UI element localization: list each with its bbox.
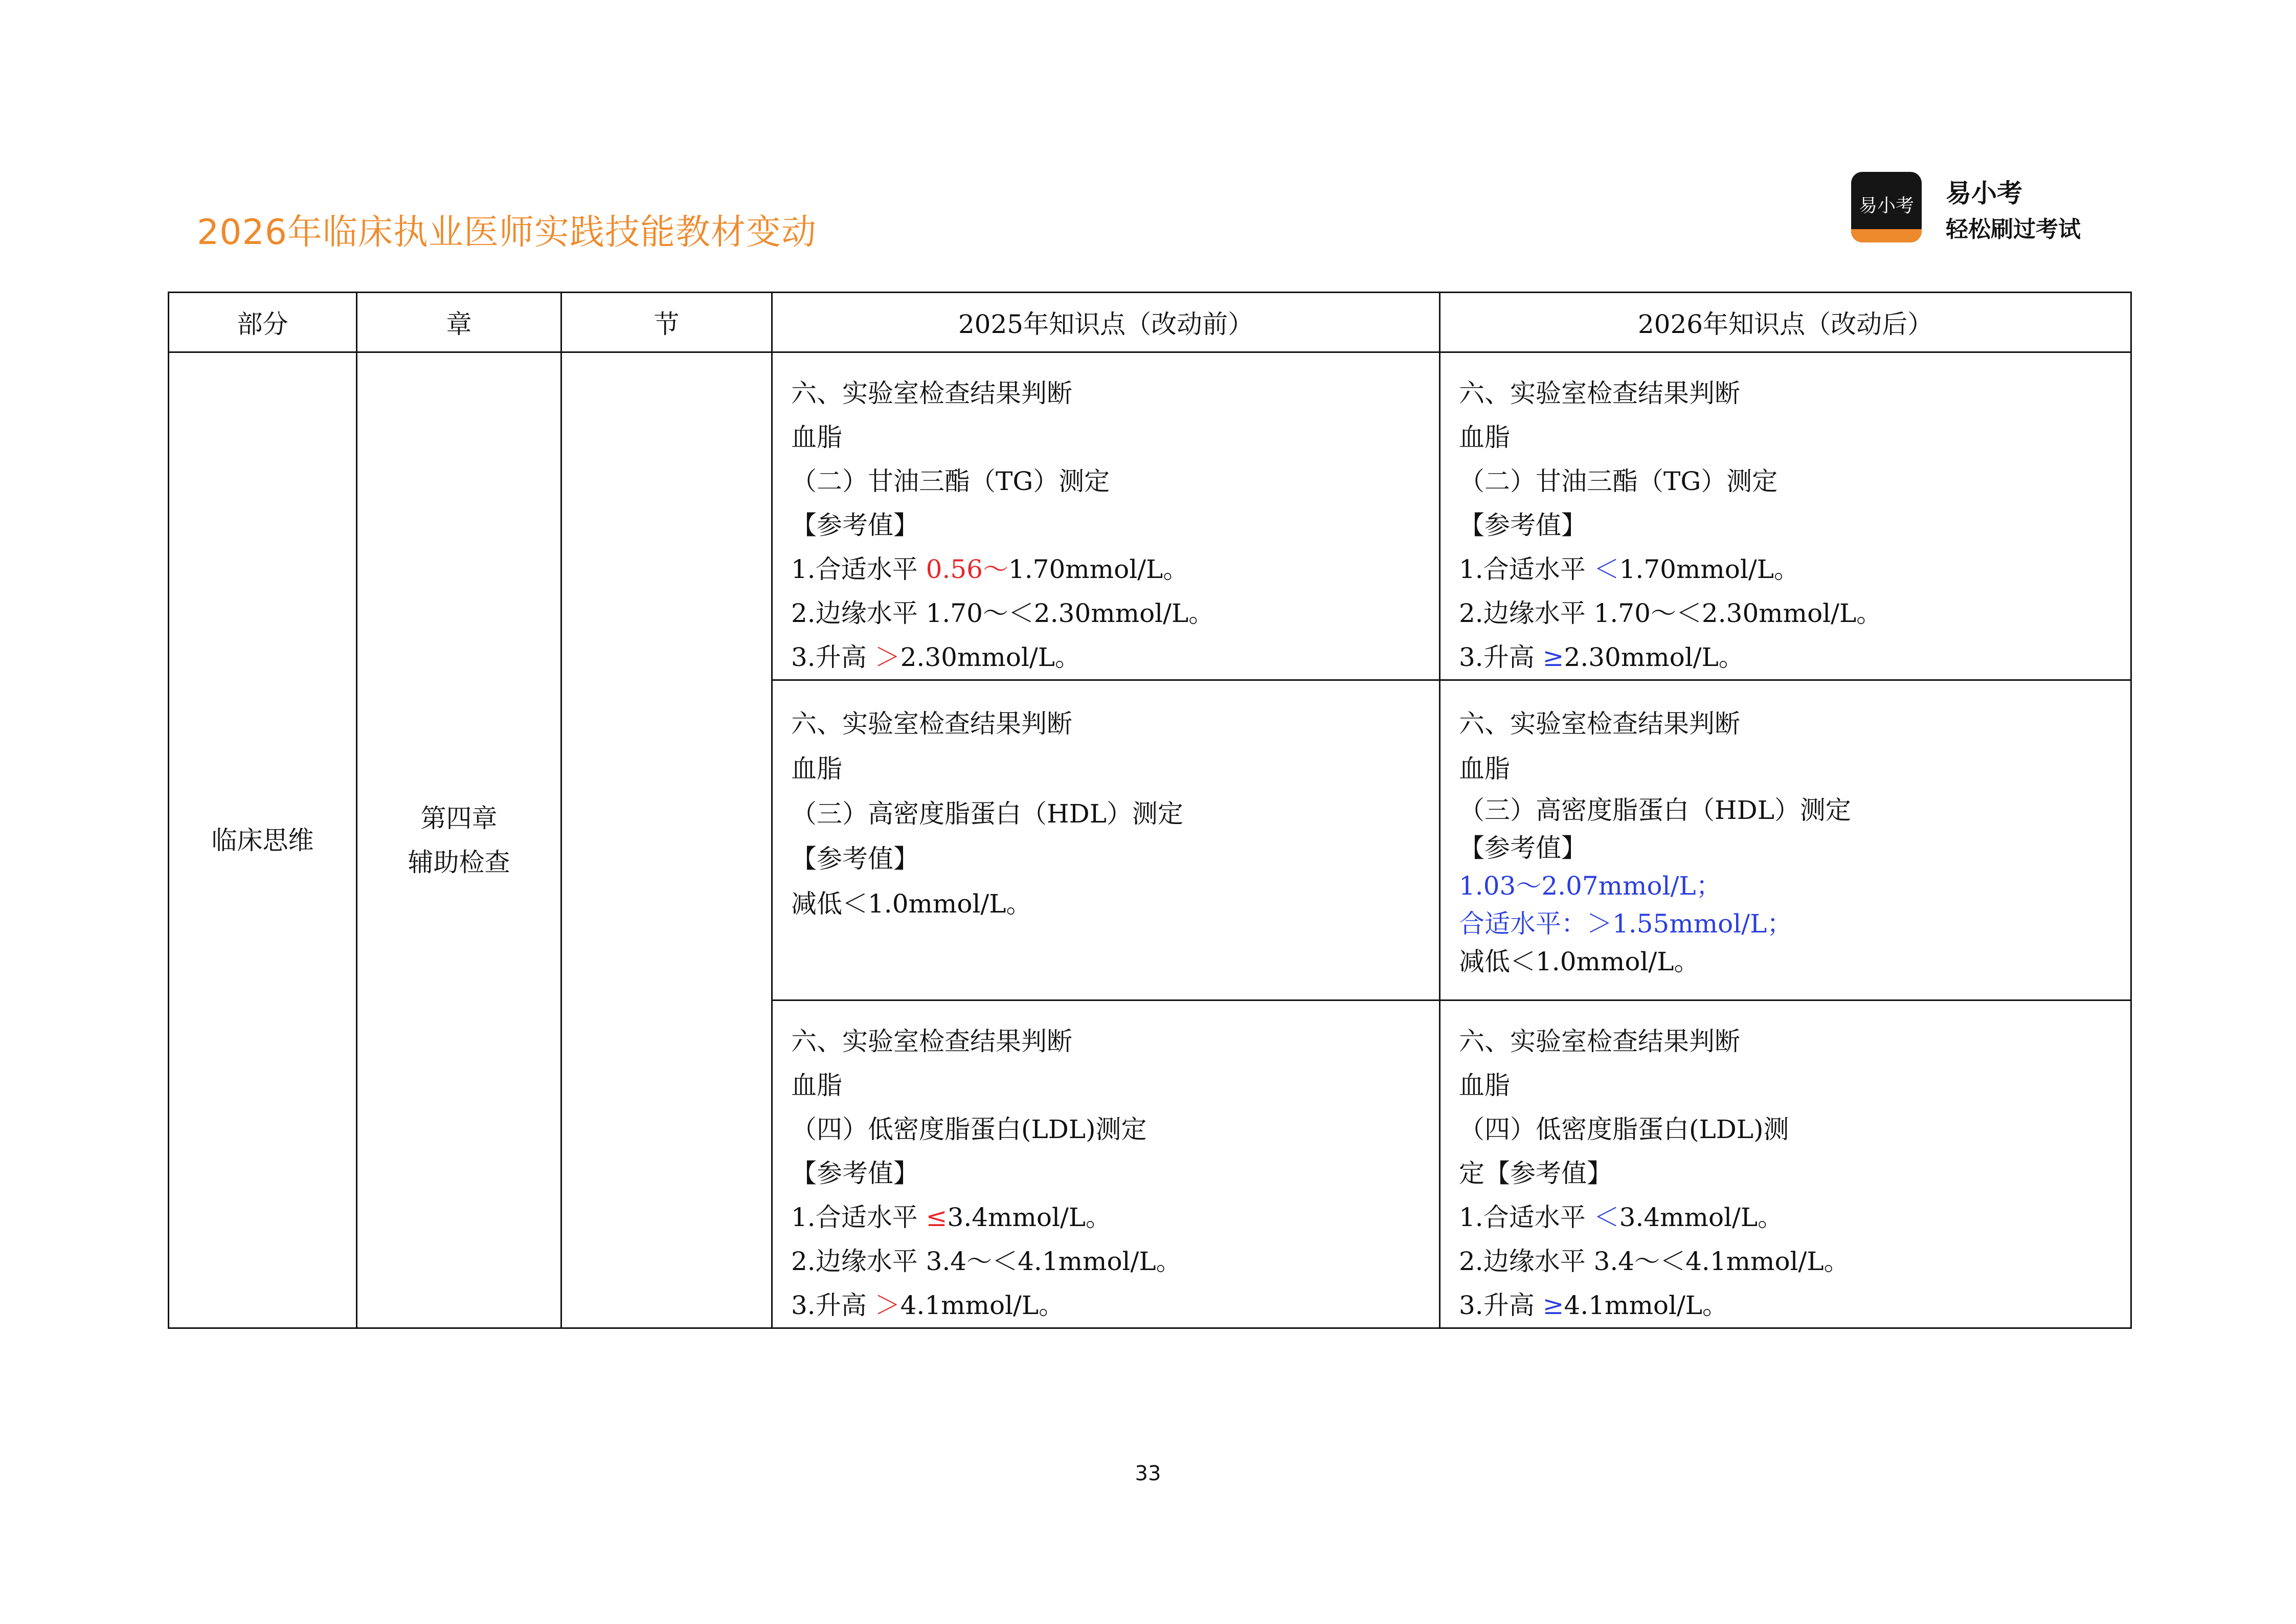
test-name-line: （三）高密度脂蛋白（HDL）测定 (791, 799, 1183, 829)
added-range-line: 1.03～2.07mmol/L； (1459, 871, 1722, 901)
reference-label: 【参考值】 (1459, 510, 1587, 540)
page-number: 33 (1135, 1462, 1161, 1485)
heading-line: 六、实验室检查结果判断 (1459, 1027, 1740, 1056)
category-line: 血脂 (1459, 1071, 1510, 1100)
tg-before-cell (772, 352, 1440, 680)
added-text: ＜ (1593, 554, 1619, 584)
heading-line: 六、实验室检查结果判断 (791, 379, 1072, 408)
header-chapter: 章 (357, 293, 561, 352)
table-row (169, 352, 2131, 680)
category-line: 血脂 (1459, 754, 1510, 784)
header-section: 节 (561, 293, 772, 352)
borderline-level-line: 2.边缘水平 1.70～＜2.30mmol/L。 (791, 598, 1214, 628)
hdl-before-cell (772, 680, 1440, 1000)
chapter-cell (357, 352, 561, 1328)
optimal-level-line (791, 1195, 1421, 1239)
high-level-line (791, 1283, 1421, 1327)
line-suffix: 4.1mmol/L。 (1564, 1291, 1728, 1320)
line-suffix: 3.4mmol/L。 (1619, 1203, 1784, 1232)
brand-logo (1851, 172, 1922, 242)
heading-line: 六、实验室检查结果判断 (1459, 709, 1740, 739)
reference-label: 【参考值】 (1459, 833, 1587, 863)
test-name-line: （四）低密度脂蛋白(LDL)测 (1459, 1115, 1789, 1144)
line-suffix: 2.30mmol/L。 (1564, 642, 1744, 672)
category-line: 血脂 (791, 1071, 842, 1100)
heading-line: 六、实验室检查结果判断 (1459, 379, 1740, 408)
line-suffix: 1.70mmol/L。 (1008, 554, 1189, 584)
added-text: ≥ (1542, 642, 1564, 672)
added-text: ＜ (1593, 1203, 1619, 1232)
removed-text: ＞ (874, 1291, 901, 1320)
line-suffix: 2.30mmol/L。 (900, 642, 1081, 672)
high-level-line (1459, 635, 2112, 679)
line-suffix: 4.1mmol/L。 (900, 1291, 1065, 1320)
tg-after-cell (1440, 352, 2131, 680)
line-prefix: 3.升高 (791, 642, 875, 672)
high-level-line (791, 635, 1421, 679)
chapter-number: 第四章 (420, 803, 498, 833)
header-after: 2026年知识点（改动后） (1440, 293, 2131, 352)
line-suffix: 3.4mmol/L。 (947, 1203, 1111, 1232)
heading-line: 六、实验室检查结果判断 (791, 1027, 1072, 1056)
category-line: 血脂 (1459, 422, 1510, 452)
optimal-level-line (1459, 547, 2112, 591)
line-prefix: 1.合适水平 (791, 1203, 926, 1232)
optimal-level-line (791, 547, 1421, 591)
line-prefix: 3.升高 (1459, 642, 1543, 672)
heading-line: 六、实验室检查结果判断 (791, 709, 1072, 739)
reference-label: 【参考值】 (791, 844, 919, 874)
ldl-before-cell (772, 1000, 1440, 1328)
part-cell: 临床思维 (169, 352, 357, 1328)
test-name-line: （二）甘油三酯（TG）测定 (791, 466, 1110, 496)
chapter-title: 辅助检查 (408, 847, 510, 877)
logo-accent-bar (1851, 229, 1922, 242)
reference-label: 【参考值】 (791, 1159, 919, 1188)
line-prefix: 3.升高 (791, 1291, 875, 1320)
removed-text: ＞ (874, 642, 901, 672)
decreased-level-line: 减低＜1.0mmol/L。 (1459, 947, 1700, 976)
reference-label: 定【参考值】 (1459, 1159, 1612, 1188)
ldl-after-cell (1440, 1000, 2131, 1328)
removed-text: ≤ (926, 1203, 948, 1232)
borderline-level-line: 2.边缘水平 3.4～＜4.1mmol/L。 (1459, 1247, 1850, 1276)
header-before: 2025年知识点（改动前） (772, 293, 1440, 352)
borderline-level-line: 2.边缘水平 1.70～＜2.30mmol/L。 (1459, 598, 1882, 628)
borderline-level-line: 2.边缘水平 3.4～＜4.1mmol/L。 (791, 1247, 1182, 1276)
added-optimal-line: 合适水平：＞1.55mmol/L； (1459, 909, 1793, 939)
section-cell (561, 352, 772, 1328)
header-part: 部分 (169, 293, 357, 352)
removed-text: 0.56～ (926, 554, 1008, 584)
table-header-row (169, 293, 2131, 352)
line-prefix: 3.升高 (1459, 1291, 1543, 1320)
logo-text: 易小考 (1858, 195, 1914, 216)
brand-slogan: 轻松刷过考试 (1946, 216, 2081, 242)
added-text: ≥ (1542, 1291, 1564, 1320)
line-prefix: 1.合适水平 (1459, 1203, 1594, 1232)
category-line: 血脂 (791, 422, 842, 452)
page-title: 2026年临床执业医师实践技能教材变动 (197, 212, 817, 253)
hdl-after-cell (1440, 680, 2131, 1000)
high-level-line (1459, 1283, 2112, 1327)
reference-label: 【参考值】 (791, 510, 919, 540)
test-name-line: （二）甘油三酯（TG）测定 (1459, 466, 1778, 496)
test-name-line: （四）低密度脂蛋白(LDL)测定 (791, 1115, 1147, 1144)
decreased-level-line: 减低＜1.0mmol/L。 (791, 889, 1032, 919)
test-name-line: （三）高密度脂蛋白（HDL）测定 (1459, 795, 1851, 825)
brand-name: 易小考 (1946, 179, 2022, 208)
optimal-level-line (1459, 1195, 2112, 1239)
changes-table (168, 292, 2132, 1329)
category-line: 血脂 (791, 754, 842, 784)
line-suffix: 1.70mmol/L。 (1619, 554, 1799, 584)
line-prefix: 1.合适水平 (791, 554, 926, 584)
line-prefix: 1.合适水平 (1459, 554, 1594, 584)
